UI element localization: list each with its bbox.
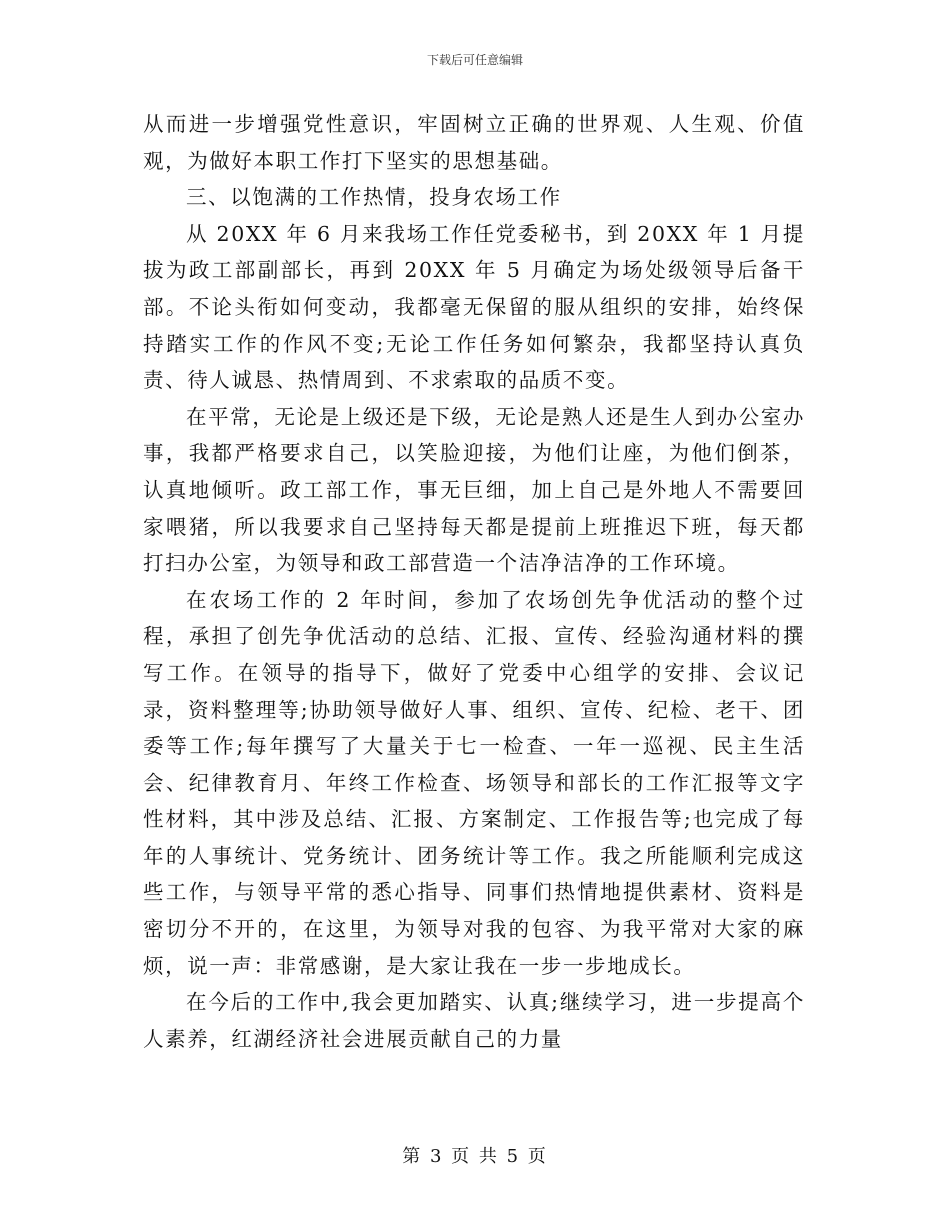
paragraph-future: 在今后的工作中,我会更加踏实、认真;继续学习，进一步提高个人素养，红湖经济社会进展贡献自己的力量 [143,990,805,1051]
paragraph-achievements: 在农场工作的 2 年时间，参加了农场创先争优活动的整个过程，承担了创先争优活动的总结、汇报、宣传、经验沟通材料的撰写工作。在领导的指导下，做好了党委中心组学的安排、会议记录，资料整理等;协助领导做好人事、组织、宣传、纪检、老干、团委等工作;每年撰写了大量关于七一检查、一年一巡视、民主生活会、纪律教育月、年终工作检查、场领导和部长的工作汇报等文字性材料，其中涉及总结、汇报、方案制定、工作报告等;也完成了每年的人事统计、党务统计、团务统计等工作。我之所能顺利完成这些工作，与领导平常的悉心指导、同事们热情地提供素材、资料是密切分不开的，在这里，为领导对我的包容、为我平常对大家的麻烦，说一声：非常感谢，是大家让我在一步一步地成长。 [143,587,805,978]
document-body [143,106,805,1057]
page-header-note: 下载后可任意编辑 [426,53,523,67]
paragraph-career: 从 20XX 年 6 月来我场工作任党委秘书，到 20XX 年 1 月提拔为政工部副部长，再到 20XX 年 5 月确定为场处级领导后备干部。不论头衔如何变动，我都毫无保留的服从组织的安排，始终保持踏实工作的作风不变;无论工作任务如何繁杂，我都坚持认真负责、待人诚恳、热情周到、不求索取的品质不变。 [143,221,805,393]
paragraph-continuation: 从而进一步增强党性意识，牢固树立正确的世界观、人生观、价值观，为做好本职工作打下坚实的思想基础。 [143,112,805,173]
page-number: 第 3 页 共 5 页 [402,1146,548,1167]
section-heading: 三、以饱满的工作热情，投身农场工作 [186,185,562,210]
paragraph-daily-work: 在平常，无论是上级还是下级，无论是熟人还是生人到办公室办事，我都严格要求自己，以笑脸迎接，为他们让座，为他们倒茶，认真地倾听。政工部工作，事无巨细，加上自己是外地人不需要回家喂猪，所以我要求自己坚持每天都是提前上班推迟下班，每天都打扫办公室，为领导和政工部营造一个洁净洁净的工作环境。 [143,404,805,576]
